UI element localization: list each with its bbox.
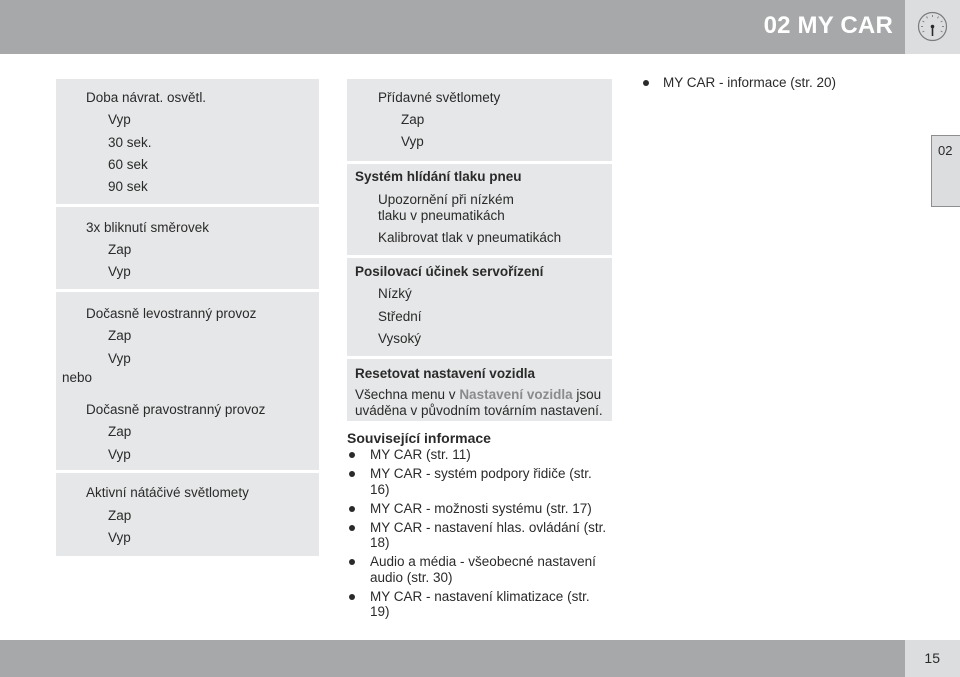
setting-description: Všechna menu v Nastavení vozidla jsou: [355, 387, 602, 402]
setting-option: Vyp: [108, 351, 131, 366]
related-information-continued: [641, 75, 911, 94]
setting-title: 3x bliknutí směrovek: [86, 220, 210, 235]
related-link[interactable]: MY CAR - nastavení hlas. ovládání (str. 18): [347, 520, 612, 551]
setting-title: Aktivní nátáčivé světlomety: [86, 485, 249, 500]
setting-option: Vyp: [108, 264, 131, 279]
setting-title: Dočasně levostranný provoz: [86, 306, 257, 321]
settings-column-2: [347, 79, 612, 421]
related-link[interactable]: MY CAR - informace (str. 20): [641, 75, 911, 91]
setting-block-tire-pressure: [347, 164, 612, 255]
related-link[interactable]: MY CAR - nastavení klimatizace (str. 19): [347, 589, 612, 620]
setting-title: Dočasně pravostranný provoz: [86, 402, 266, 417]
page-number: 15: [924, 650, 940, 666]
setting-block-return-lighting: [56, 79, 319, 204]
setting-option: Vyp: [108, 112, 131, 127]
setting-heading: Resetovat nastavení vozidla: [355, 366, 536, 381]
setting-heading: Systém hlídání tlaku pneu: [355, 169, 522, 184]
setting-option: Vysoký: [378, 331, 422, 346]
setting-option: 30 sek.: [108, 135, 152, 150]
setting-option: Zap: [108, 508, 132, 523]
setting-block-power-steering: [347, 258, 612, 356]
setting-option: Upozornění při nízkém: [378, 192, 514, 207]
related-list: [347, 447, 612, 620]
setting-option: Střední: [378, 309, 422, 324]
page-title: 02 MY CAR: [763, 12, 893, 39]
header-icon-box: [905, 0, 960, 54]
chapter-tab: [931, 135, 960, 207]
setting-option: 90 sek: [108, 179, 148, 194]
setting-option: Vyp: [401, 134, 424, 149]
setting-block-auxiliary-lights: [347, 79, 612, 161]
related-list: [641, 75, 911, 91]
setting-option: Zap: [108, 242, 132, 257]
setting-title: Doba návrat. osvětl.: [86, 90, 207, 105]
setting-option: Nízký: [378, 286, 412, 301]
related-link[interactable]: Audio a média - všeobecné nastavení audio (str. 30): [347, 554, 612, 585]
speedometer-icon: [917, 11, 948, 42]
setting-block-active-bending-lights: [56, 473, 319, 556]
related-information: [347, 430, 612, 623]
setting-option: tlaku v pneumatikách: [378, 208, 505, 223]
menu-reference: Nastavení vozidla: [459, 387, 573, 402]
related-link[interactable]: MY CAR (str. 11): [347, 447, 612, 463]
setting-heading: Posilovací účinek servořízení: [355, 264, 544, 279]
setting-title: Přídavné světlomety: [378, 90, 501, 105]
or-label: nebo: [62, 370, 93, 385]
footer-bar: [0, 640, 905, 677]
setting-block-temporary-traffic: [56, 292, 319, 470]
setting-option: Vyp: [108, 447, 131, 462]
setting-option: Vyp: [108, 530, 131, 545]
setting-option: Zap: [401, 112, 425, 127]
setting-block-reset-vehicle: [347, 359, 612, 421]
chapter-tab-label: 02: [938, 143, 953, 158]
setting-option: Zap: [108, 328, 132, 343]
setting-description-line2: uváděna v původním továrním nastavení.: [355, 403, 603, 418]
related-link[interactable]: MY CAR - systém podpory řidiče (str. 16): [347, 466, 612, 497]
setting-option: 60 sek: [108, 157, 148, 172]
header-bar: [0, 0, 905, 54]
setting-option: Zap: [108, 424, 132, 439]
related-link[interactable]: MY CAR - možnosti systému (str. 17): [347, 501, 612, 517]
page-number-box: [905, 640, 960, 677]
settings-column-1: [56, 79, 319, 556]
setting-block-triple-blink: [56, 207, 319, 289]
setting-option: Kalibrovat tlak v pneumatikách: [378, 230, 562, 245]
related-title: Související informace: [347, 430, 491, 446]
